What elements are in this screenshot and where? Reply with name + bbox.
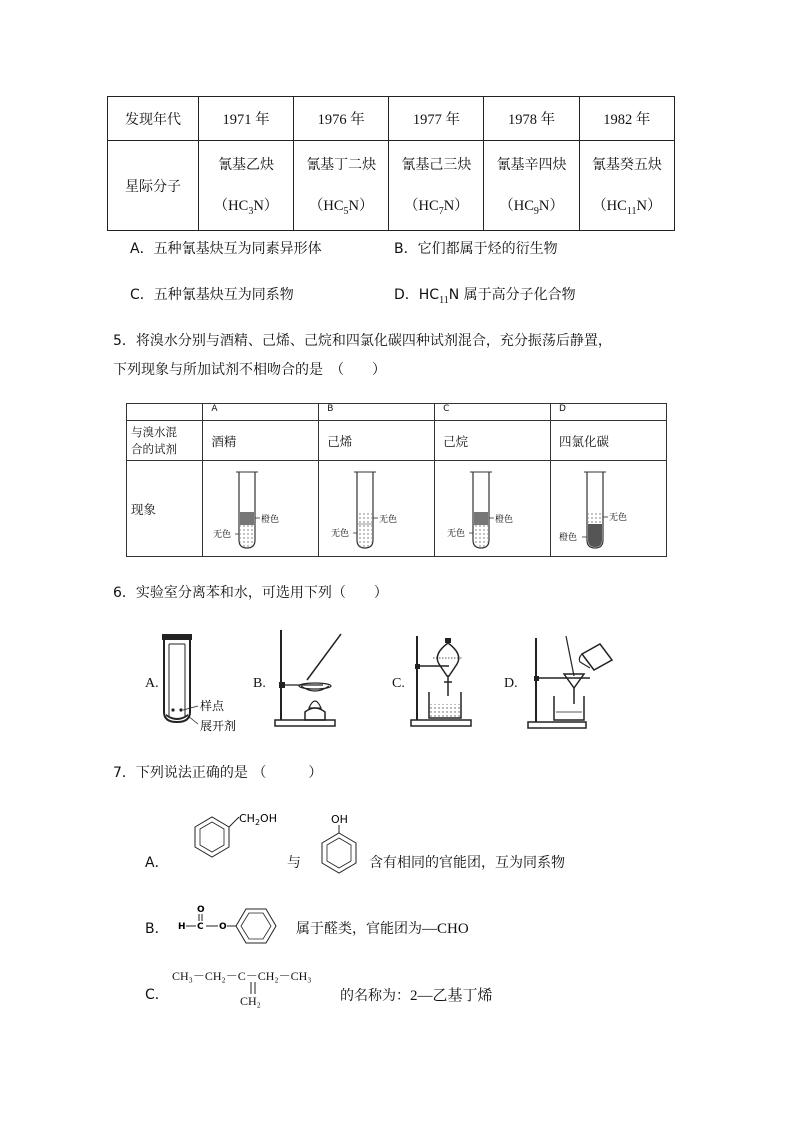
- hexene-branch: CH₂: [240, 994, 261, 1008]
- h-atom: H: [178, 922, 186, 932]
- table-row: [108, 141, 675, 231]
- year-cell: 1976 年: [294, 97, 389, 141]
- row-header: 与溴水混 合的试剂: [127, 421, 203, 461]
- year-cell: 1982 年: [579, 97, 674, 141]
- o-atom-double: O: [197, 905, 205, 915]
- table-row: [108, 97, 675, 141]
- molecule-name: 氰基癸五炔: [591, 157, 662, 174]
- empty-cell: [127, 404, 203, 421]
- question-6-stem: 6．实验室分离苯和水，可选用下列（ ）: [113, 585, 388, 601]
- option-d: D．$HC_{11}N$ 属于高分子化合物: [394, 287, 576, 306]
- molecule-cell: [294, 141, 389, 231]
- q7-option-b-text: 属于醛类，官能团为—CHO: [296, 921, 469, 937]
- molecule-cell: [484, 141, 579, 231]
- tube-label-top: 无色: [609, 513, 628, 523]
- letter-cell: D: [551, 404, 667, 421]
- letter-cell: A: [203, 404, 319, 421]
- option-b: B．它们都属于烃的衍生物: [394, 241, 558, 257]
- table-row: [127, 404, 667, 421]
- molecule-formula: $(HC_7N)$: [404, 198, 469, 217]
- tube-label-bottom: 橙色: [559, 533, 578, 543]
- reagent-cell: 酒精: [203, 421, 319, 461]
- test-tube-a: [213, 472, 279, 548]
- separatory-funnel-apparatus: [405, 630, 485, 730]
- c-atom: C: [197, 922, 204, 932]
- q7-option-c-label: C．: [145, 987, 169, 1003]
- phenol-structure: [305, 805, 375, 875]
- test-tube-d: [559, 472, 627, 548]
- molecule-name: 氰基辛四炔: [496, 157, 567, 174]
- molecule-name: 氰基丁二炔: [306, 157, 377, 174]
- q7-option-c-text: 的名称为：2—乙基丁烯: [340, 988, 493, 1004]
- q7-option-b-label: B．: [145, 921, 169, 937]
- molecule-formula: $(HC_3N)$: [213, 198, 279, 217]
- developer-label: 展开剂: [200, 719, 237, 733]
- oh-label: OH: [331, 813, 348, 826]
- tube-label-top: 橙色: [261, 515, 280, 525]
- option-label-a: A.: [145, 676, 159, 691]
- test-tubes-figure: [126, 460, 667, 556]
- tube-label-bottom: 无色: [447, 529, 466, 539]
- reagent-cell: 己烯: [319, 421, 435, 461]
- molecule-cell: [579, 141, 674, 231]
- q7-option-a-label: A．: [145, 855, 169, 871]
- molecule-cell: [198, 141, 293, 231]
- chromatography-apparatus: [150, 630, 250, 740]
- year-cell: 1971 年: [198, 97, 293, 141]
- spot-label: 样点: [200, 699, 225, 713]
- filtration-apparatus: [520, 630, 620, 734]
- option-a: A．五种氰基炔互为同素异形体: [130, 241, 322, 257]
- discovery-table: [107, 96, 675, 231]
- year-cell: 1978 年: [484, 97, 579, 141]
- test-tube-c: [447, 472, 513, 548]
- molecule-formula: $(HC_{11}N)$: [592, 198, 662, 217]
- molecule-name: 氰基乙炔: [218, 157, 274, 174]
- q7-option-a-text: 含有相同的官能团，互为同系物: [369, 855, 565, 871]
- tube-label-bottom: 无色: [331, 529, 350, 539]
- table-header-cell: 星际分子: [108, 141, 199, 231]
- letter-cell: B: [319, 404, 435, 421]
- letter-cell: C: [435, 404, 551, 421]
- question-5-line2: 下列现象与所加试剂不相吻合的是 （ ）: [113, 362, 386, 378]
- o-atom-ester: O: [219, 922, 227, 932]
- option-c: C．五种氰基炔互为同系物: [130, 287, 294, 303]
- phenyl-formate-structure: [172, 900, 297, 946]
- benzyl-alcohol-structure: [175, 805, 295, 875]
- question-7-stem: 7．下列说法正确的是 （ ）: [113, 765, 323, 781]
- table-row: [127, 421, 667, 461]
- table-header-cell: 发现年代: [108, 97, 199, 141]
- option-label-c: C.: [392, 676, 405, 691]
- tube-label-bottom: 无色: [213, 530, 232, 540]
- molecule-formula: $(HC_5N)$: [308, 198, 374, 217]
- molecule-name: 氰基己三炔: [401, 157, 472, 174]
- question-5-line1: 5．将溴水分别与酒精、己烯、己烷和四氯化碳四种试剂混合，充分振荡后静置，: [113, 333, 612, 349]
- reagent-cell: 四氯化碳: [551, 421, 667, 461]
- option-label-d: D.: [504, 676, 518, 691]
- year-cell: 1977 年: [389, 97, 484, 141]
- option-label-b: B.: [253, 676, 266, 691]
- test-tube-b: [331, 472, 397, 548]
- reagent-cell: 己烷: [435, 421, 551, 461]
- molecule-cell: [389, 141, 484, 231]
- molecule-formula: $(HC_9N)$: [499, 198, 564, 217]
- q7-option-a-with: 与: [287, 855, 301, 871]
- evaporation-apparatus: [265, 622, 345, 734]
- ch2oh-label: $CH_2OH$: [239, 812, 277, 827]
- row-header: 现象: [127, 461, 203, 557]
- tube-label-top: 橙色: [495, 515, 514, 525]
- tube-label-top: 无色: [379, 515, 398, 525]
- hexene-chain: CH₃－CH₂－C－CH₂－CH₃: [172, 969, 312, 983]
